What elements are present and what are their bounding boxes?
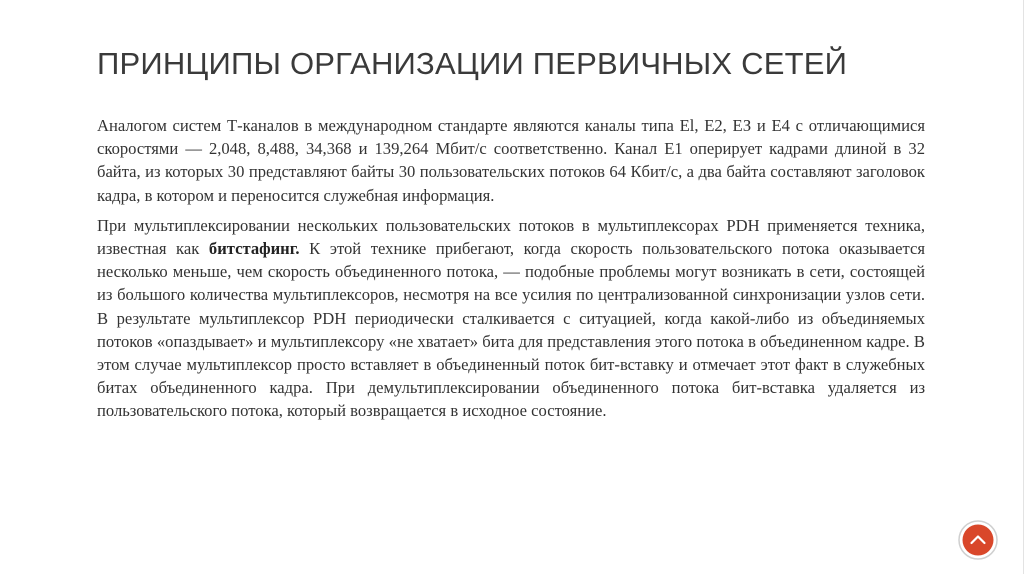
paragraph-2-text-start: При мультиплексировании нескольких пользовательских потоков в мультиплексорах PDH применяется техника, известная как	[97, 215, 925, 259]
paragraph-1: Аналогом систем Т-каналов в международном стандарте являются каналы типа El, Е2, ЕЗ и Е4 с отличающимися скоростями — 2,048, 8,488, 34,368 и 139,264 Мбит/с соответственно. Канал Е1 оперирует кадрами длиной в 32 байта, из которых 30 представляют байты 30 пользовательских потоков 64 Кбит/с, а два байта составляют заголовок кадра, в котором и переносится служебная информация.	[97, 116, 925, 205]
slide-body	[97, 114, 925, 430]
slide-title: ПРИНЦИПЫ ОРГАНИЗАЦИИ ПЕРВИЧНЫХ СЕТЕЙ	[97, 46, 848, 81]
scroll-up-button[interactable]	[958, 520, 998, 560]
chevron-up-icon	[958, 520, 998, 560]
term-bitstuffing: битстафинг.	[208, 239, 300, 259]
paragraph-2-text-end: К этой технике прибегают, когда скорость пользовательского потока оказывается несколько меньше, чем скорость объединенного потока, — подобные проблемы могут возникать в сети, состоящей из большого количества мультиплексоров, несмотря на все усилия по централизованной синхронизации узлов сети. В результате мультиплексор PDH периодически сталкивается с ситуацией, когда какой-либо из объединяемых потоков «опаздывает» и мультиплексору «не хватает» бита для представления этого потока в объединенном кадре. В этом случае мультиплексор просто вставляет в объединенный поток бит-вставку и отмечает этот факт в служебных битах объединенного кадра. При демультиплексировании объединенного потока бит-вставка удаляется из пользовательского потока, который возвращается в исходное состояние.	[97, 239, 925, 421]
paragraph-2	[97, 214, 925, 423]
